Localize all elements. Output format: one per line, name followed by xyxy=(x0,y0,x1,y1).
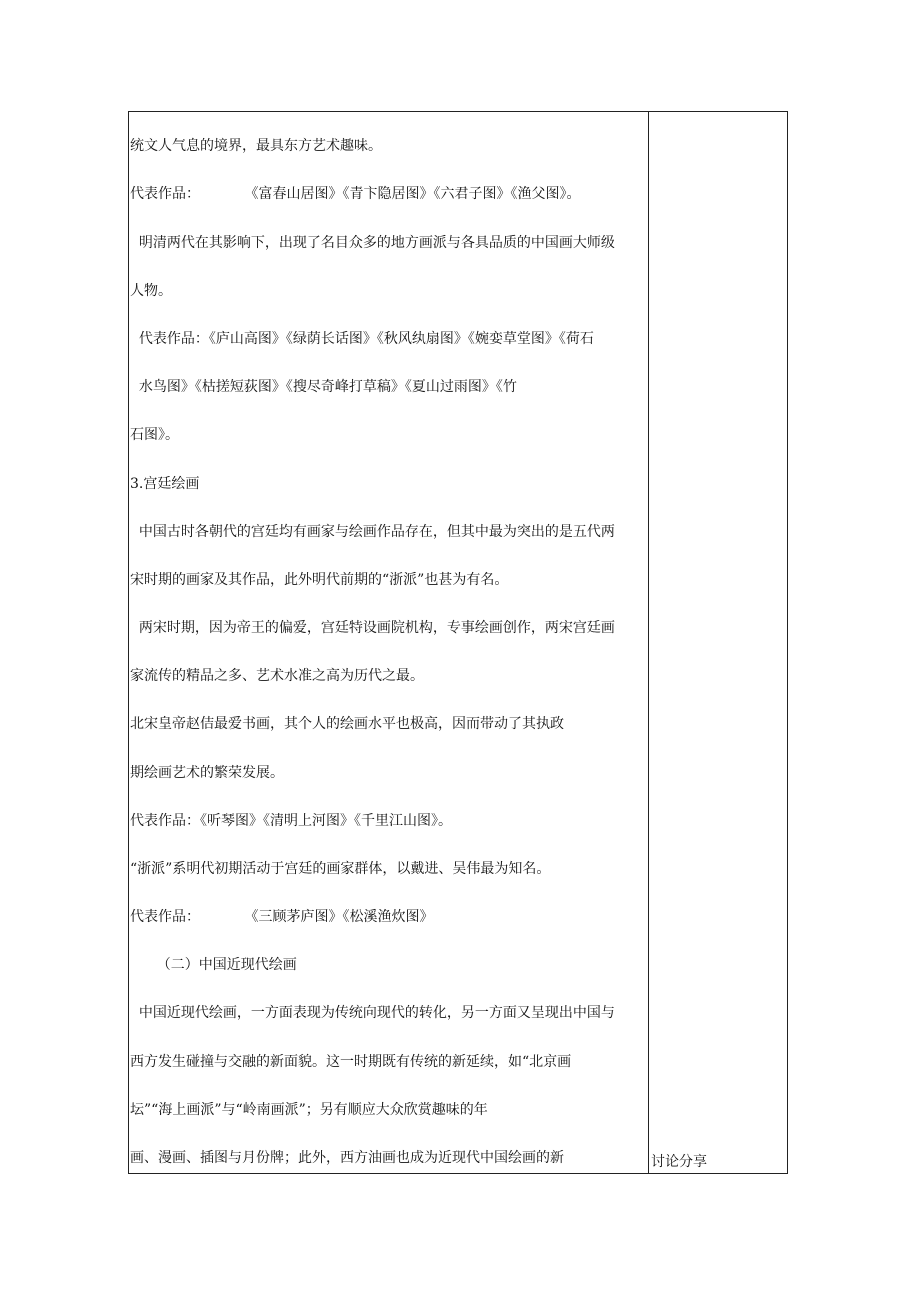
text-line: 人物。 xyxy=(130,283,172,299)
column-divider xyxy=(648,111,649,1174)
text-line: 中国近现代绘画，一方面表现为传统向现代的转化，另一方面又呈现出中国与 xyxy=(130,1005,615,1021)
text-line: 代表作品： 《三顾茅庐图》《松溪渔炊图》 xyxy=(130,909,434,925)
text-line: 画、漫画、插图与月份牌；此外，西方油画也成为近现代中国绘画的新 xyxy=(130,1150,564,1166)
text-line: 坛”“海上画派”与“岭南画派”；另有顺应大众欣赏趣味的年 xyxy=(130,1102,488,1118)
text-line: 西方发生碰撞与交融的新面貌。这一时期既有传统的新延续，如“北京画 xyxy=(130,1054,572,1070)
text-line: 代表作品：《听琴图》《清明上河图》《千里江山图》。 xyxy=(130,813,452,829)
side-note: 讨论分享 xyxy=(651,1154,707,1170)
section-heading: 3.宫廷绘画 xyxy=(130,476,200,492)
text-line: 代表作品： 《富春山居图》《青卞隐居图》《六君子图》《渔父图》。 xyxy=(130,186,581,202)
text-line: 两宋时期，因为帝王的偏爱，宫廷特设画院机构，专事绘画创作，两宋宫廷画 xyxy=(130,620,615,636)
text-line: 石图》。 xyxy=(130,427,179,443)
section-heading: （二）中国近现代绘画 xyxy=(130,957,297,973)
text-line: 统文人气息的境界，最具东方艺术趣味。 xyxy=(130,138,382,154)
text-line: 代表作品：《庐山高图》《绿荫长话图》《秋风纨扇图》《婉娈草堂图》《荷石 xyxy=(130,331,594,347)
text-line: 期绘画艺术的繁荣发展。 xyxy=(130,765,284,781)
text-line: 家流传的精品之多、艺术水准之高为历代之最。 xyxy=(130,668,424,684)
text-line: 北宋皇帝赵佶最爱书画，其个人的绘画水平也极高，因而带动了其执政 xyxy=(130,716,564,732)
text-line: 宋时期的画家及其作品，此外明代前期的“浙派”也甚为有名。 xyxy=(130,572,509,588)
text-line: 明清两代在其影响下，出现了名目众多的地方画派与各具品质的中国画大师级 xyxy=(130,235,615,251)
text-line: 中国古时各朝代的宫廷均有画家与绘画作品存在，但其中最为突出的是五代两 xyxy=(130,524,615,540)
text-line: “浙派”系明代初期活动于宫廷的画家群体，以戴进、吴伟最为知名。 xyxy=(130,861,551,877)
text-line: 水鸟图》《枯搓短荻图》《搜尽奇峰打草稿》《夏山过雨图》《竹 xyxy=(130,379,517,395)
